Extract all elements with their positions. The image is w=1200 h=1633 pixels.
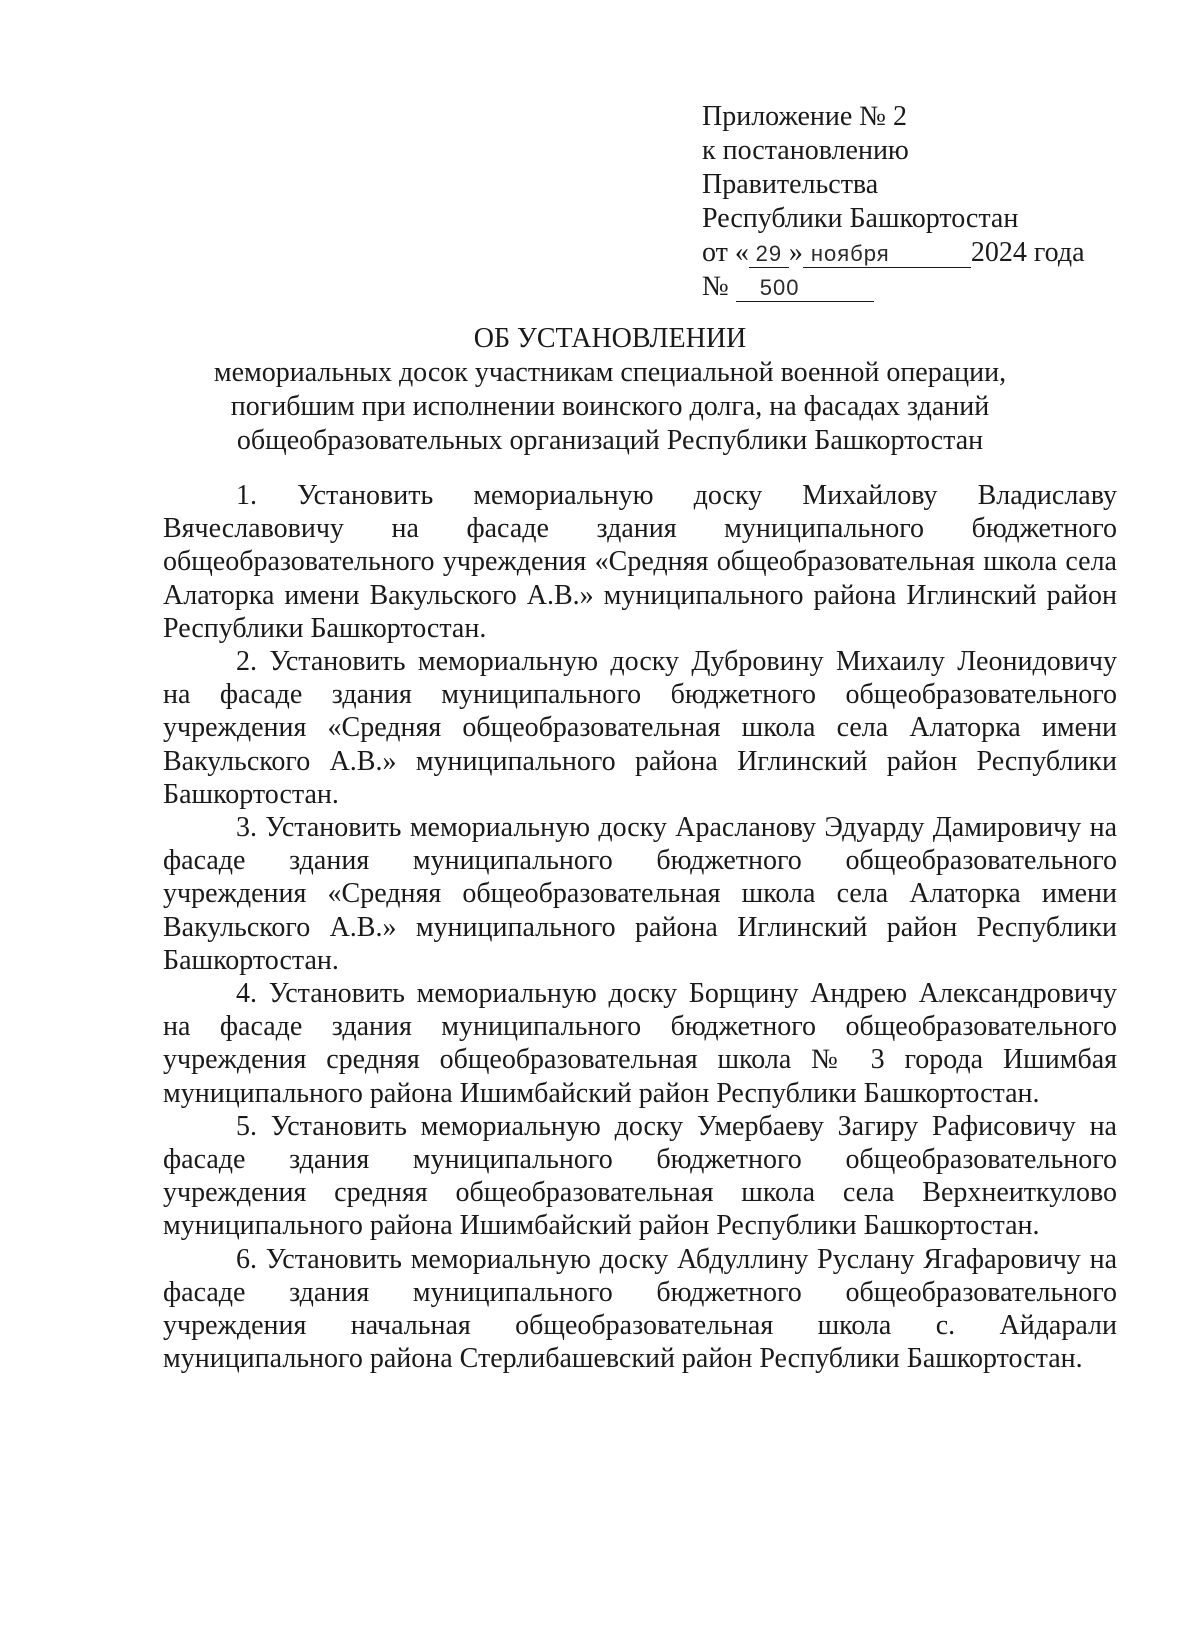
date-prefix: от « bbox=[702, 237, 749, 268]
appendix-line-republic: Республики Башкортостан bbox=[702, 203, 1019, 234]
document-title: ОБ УСТАНОВЛЕНИИ bbox=[473, 323, 747, 354]
paragraph-item-6: 6. Установить мемориальную доску Абдуллину Руслану Ягафаровичу на фасаде здания муниципального бюджетного общеобразовательного учреждения начальная общеобразовательная школа с. Айдарали муниципального района Стерлибашевский район Республики Башкортостан. bbox=[163, 1243, 1117, 1375]
date-mid: » bbox=[788, 237, 803, 268]
document-subtitle: мемориальных досок участникам специальной военной операции, погибшим при исполнении воинского долга, на фасадах зданий общеобразовательных организаций Республики Башкортостан bbox=[213, 357, 1007, 456]
date-year: 2024 года bbox=[970, 237, 1085, 268]
number-value: 500 bbox=[736, 275, 874, 302]
paragraph-item-3: 3. Установить мемориальную доску Арасланову Эдуарду Дамировичу на фасаде здания муниципального бюджетного общеобразовательного учреждения «Средняя общеобразовательная школа села Алаторка имени Вакульского А.В.» муниципального района Иглинский район Республики Башкортостан. bbox=[163, 812, 1117, 976]
title-block bbox=[160, 322, 1060, 458]
paragraph-item-5: 5. Установить мемориальную доску Умербаеву Загиру Рафисовичу на фасаде здания муниципального бюджетного общеобразовательного учреждения средняя общеобразовательная школа села Верхнеиткулово муниципального района Ишимбайский район Республики Башкортостан. bbox=[163, 1110, 1117, 1242]
date-day: 29 bbox=[749, 241, 789, 268]
appendix-title: Приложение № 2 bbox=[702, 101, 907, 132]
paragraph-item-2: 2. Установить мемориальную доску Дубровину Михаилу Леонидовичу на фасаде здания муниципального бюджетного общеобразовательного учреждения «Средняя общеобразовательная школа села Алаторка имени Вакульского А.В.» муниципального района Иглинский район Республики Башкортостан. bbox=[163, 646, 1117, 810]
appendix-number-line bbox=[702, 270, 1085, 304]
appendix-line-resolution: к постановлению bbox=[702, 135, 909, 166]
number-prefix: № bbox=[702, 271, 729, 302]
date-month: ноября bbox=[803, 241, 971, 268]
paragraph-item-4: 4. Установить мемориальную доску Борщину Андрею Александровичу на фасаде здания муниципального бюджетного общеобразовательного учреждения средняя общеобразовательная школа № 3 города Ишимбая муниципального района Ишимбайский район Республики Башкортостан. bbox=[163, 978, 1117, 1109]
appendix-line-government: Правительства bbox=[702, 169, 879, 200]
paragraph-item-1: 1. Установить мемориальную доску Михайлову Владиславу Вячеславовичу на фасаде здания муниципального бюджетного общеобразовательного учреждения «Средняя общеобразовательная школа села Алаторка имени Вакульского А.В.» муниципального района Иглинский район Республики Башкортостан. bbox=[163, 480, 1117, 644]
document-body bbox=[163, 479, 1117, 1375]
appendix-block bbox=[702, 100, 1085, 304]
appendix-date-line bbox=[702, 236, 1085, 270]
